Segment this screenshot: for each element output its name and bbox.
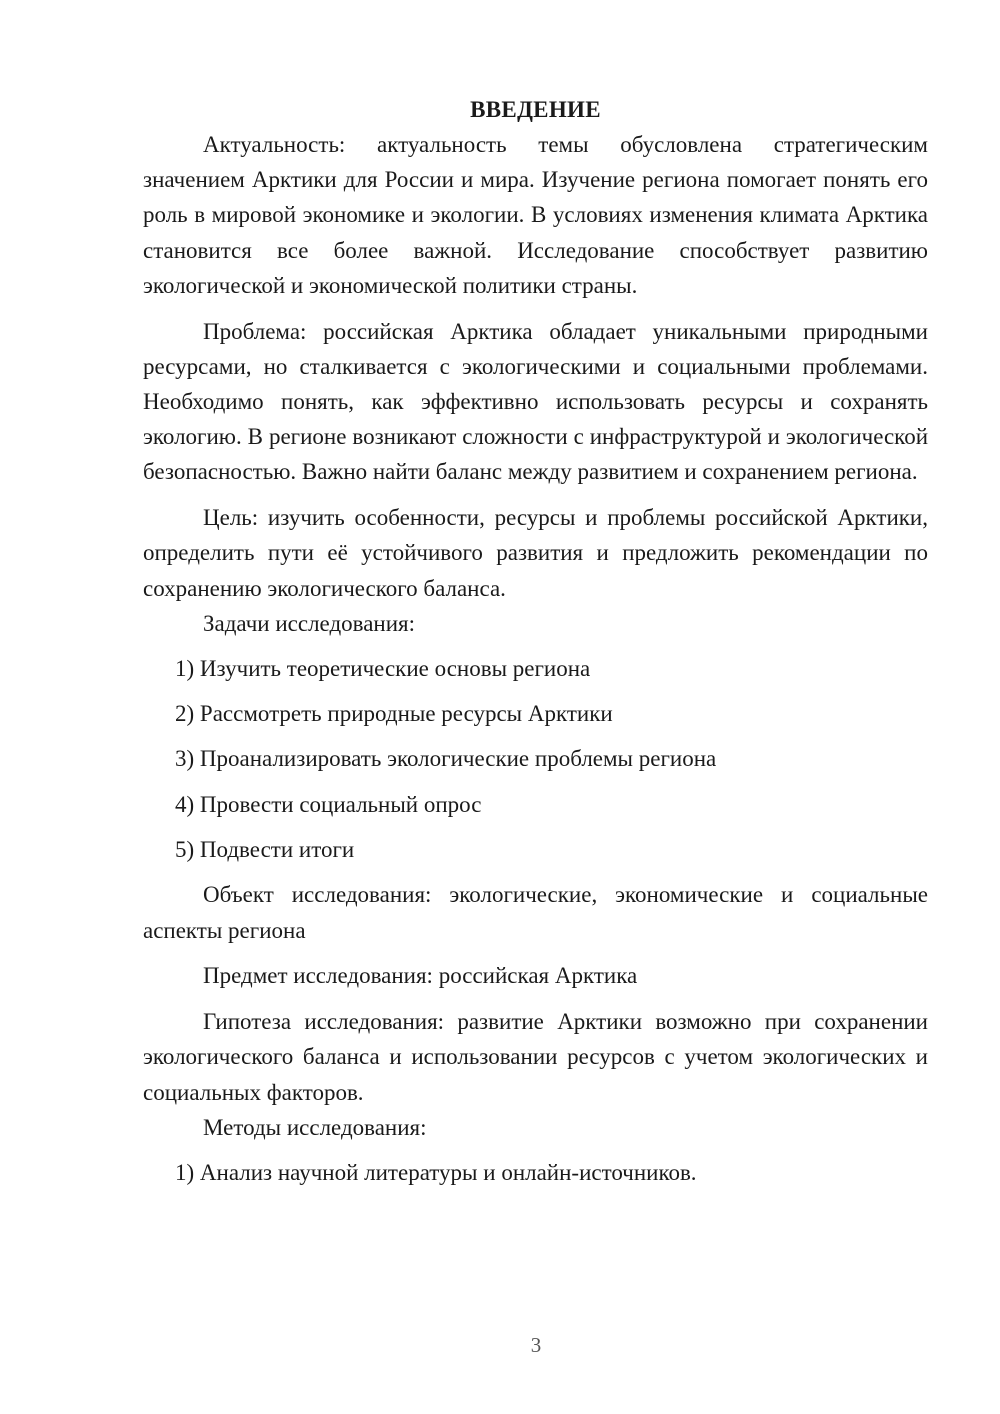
- list-item: 4) Провести социальный опрос: [175, 791, 482, 817]
- list-item: 1) Анализ научной литературы и онлайн-источников.: [175, 1159, 697, 1185]
- list-item: 3) Проанализировать экологические проблемы региона: [175, 746, 717, 772]
- subject-paragraph: Предмет исследования: российская Арктика: [203, 963, 638, 989]
- methods-list: [143, 1155, 928, 1190]
- list-item: 5) Подвести итоги: [175, 836, 355, 862]
- page-title: ВВЕДЕНИЕ: [470, 97, 601, 122]
- goal-paragraph: Цель: изучить особенности, ресурсы и проблемы российской Арктики, определить пути её устойчивого развития и предложить рекомендации по сохранению экологического баланса.: [143, 505, 928, 601]
- page-number: 3: [530, 1333, 542, 1357]
- object-paragraph: Объект исследования: экологические, экономические и социальные аспекты региона: [143, 882, 928, 943]
- methods-heading: Методы исследования:: [203, 1114, 427, 1140]
- hypothesis-paragraph: Гипотеза исследования: развитие Арктики возможно при сохранении экологического баланса и использовании ресурсов с учетом экологических и социальных факторов.: [143, 1009, 928, 1105]
- relevance-paragraph: Актуальность: актуальность темы обусловлена стратегическим значением Арктики для России и мира. Изучение региона помогает понять его роль в мировой экономике и экологии. В условиях изменения климата Арктика становится все более важной. Исследование способствует развитию экологической и экономической политики страны.: [143, 132, 928, 298]
- list-item: 1) Изучить теоретические основы региона: [175, 656, 591, 682]
- document-page: [143, 92, 928, 1190]
- problem-paragraph: Проблема: российская Арктика обладает уникальными природными ресурсами, но сталкивается с экологическими и социальными проблемами. Необходимо понять, как эффективно использовать ресурсы и сохранять экологию. В регионе возникают сложности с инфраструктурой и экологической безопасностью. Важно найти баланс между развитием и сохранением региона.: [143, 318, 928, 485]
- list-item: 2) Рассмотреть природные ресурсы Арктики: [175, 701, 613, 727]
- tasks-list: [143, 651, 928, 867]
- tasks-heading: Задачи исследования:: [203, 610, 416, 636]
